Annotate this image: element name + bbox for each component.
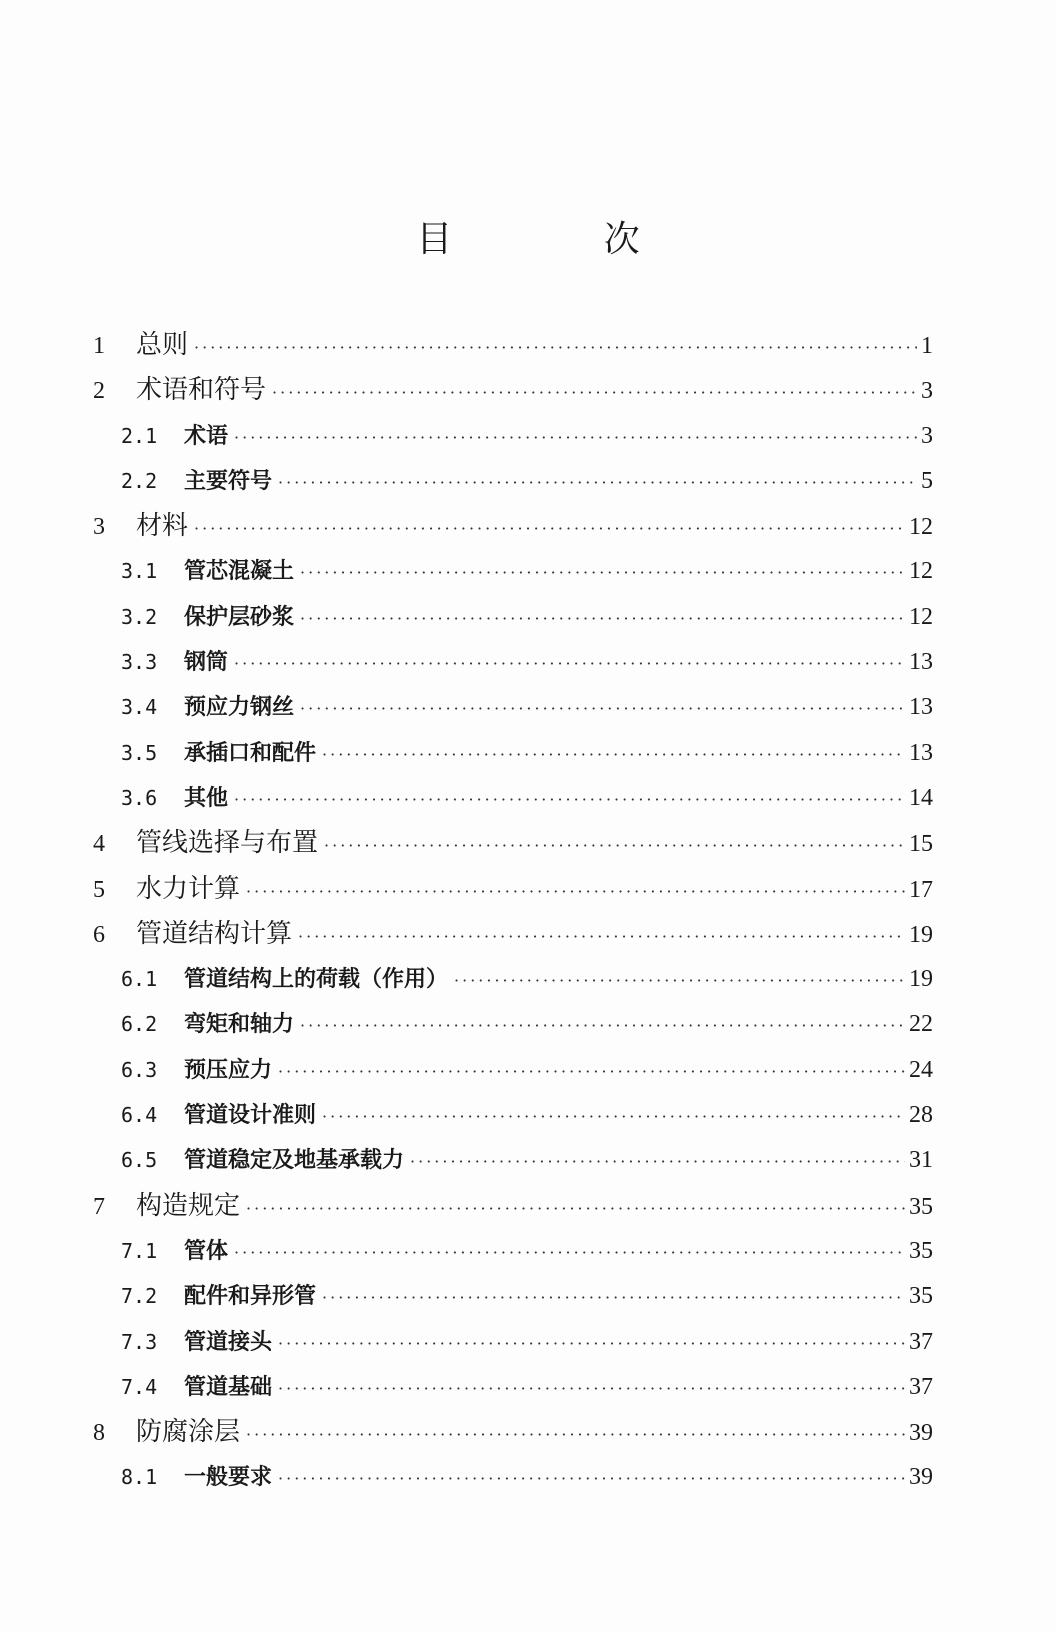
dot-leader xyxy=(322,740,905,770)
toc-entry-page-number: 35 xyxy=(909,1193,933,1220)
toc-section-entry[interactable] xyxy=(93,466,933,511)
toc-entry-page-number: 14 xyxy=(909,784,933,811)
toc-entry-page-number: 22 xyxy=(909,1011,933,1038)
toc-section-entry[interactable] xyxy=(93,1327,933,1372)
toc-entry-number: 5 xyxy=(93,876,105,903)
toc-entry-number: 8.1 xyxy=(121,1465,158,1490)
dot-leader xyxy=(234,649,905,679)
toc-entry-label: 预压应力 xyxy=(184,1056,273,1083)
toc-section-entry[interactable] xyxy=(93,556,933,601)
toc-section-entry[interactable] xyxy=(93,1009,933,1054)
toc-entry-number: 3.3 xyxy=(121,650,158,675)
toc-entry-page-number: 13 xyxy=(909,739,933,766)
toc-entry-page-number: 39 xyxy=(909,1464,933,1491)
toc-entry-page-number: 12 xyxy=(909,603,933,630)
toc-entry-label: 弯矩和轴力 xyxy=(184,1011,295,1038)
dot-leader xyxy=(194,333,917,363)
toc-entry-number: 7.1 xyxy=(121,1238,158,1263)
toc-entry-page-number: 28 xyxy=(909,1102,933,1129)
toc-section-entry[interactable] xyxy=(93,783,933,828)
toc-section-entry[interactable] xyxy=(93,602,933,647)
toc-entry-label: 管芯混凝土 xyxy=(184,558,295,585)
toc-entry-number: 6 xyxy=(93,921,105,948)
dot-leader xyxy=(300,1011,905,1041)
toc-section-entry[interactable] xyxy=(93,647,933,692)
dot-leader xyxy=(234,785,905,815)
toc-entry-label: 管道结构计算 xyxy=(136,918,293,949)
page-title: 目 次 xyxy=(416,219,710,260)
dot-leader xyxy=(194,514,905,544)
toc-entry-label: 水力计算 xyxy=(136,873,241,904)
toc-entry-label: 管道结构上的荷载（作用） xyxy=(184,966,449,993)
toc-entry-label: 术语 xyxy=(184,422,229,449)
toc-section-entry[interactable] xyxy=(93,1281,933,1326)
dot-leader xyxy=(278,1057,905,1087)
toc-entry-number: 3.1 xyxy=(121,559,158,584)
toc-entry-number: 3.5 xyxy=(121,740,158,765)
toc-entry-number: 3.4 xyxy=(121,695,158,720)
dot-leader xyxy=(278,1464,905,1494)
dot-leader xyxy=(246,877,905,907)
toc-section-entry[interactable] xyxy=(93,1462,933,1507)
dot-leader xyxy=(410,1147,905,1177)
toc-section-entry[interactable] xyxy=(93,964,933,1009)
toc-entry-label: 管道基础 xyxy=(184,1373,273,1400)
dot-leader xyxy=(234,423,917,453)
dot-leader xyxy=(454,966,905,996)
toc-entry-page-number: 12 xyxy=(909,558,933,585)
toc-chapter-entry[interactable] xyxy=(93,330,933,375)
toc-entry-number: 7.3 xyxy=(121,1329,158,1354)
toc-entry-number: 6.4 xyxy=(121,1103,158,1128)
toc-entry-label: 管道稳定及地基承载力 xyxy=(184,1147,405,1174)
toc-entry-page-number: 3 xyxy=(921,422,933,449)
dot-leader xyxy=(322,1102,905,1132)
toc-section-entry[interactable] xyxy=(93,1055,933,1100)
toc-chapter-entry[interactable] xyxy=(93,828,933,873)
toc-entry-number: 6.2 xyxy=(121,1012,158,1037)
toc-entry-label: 管道设计准则 xyxy=(184,1102,317,1129)
dot-leader xyxy=(322,1283,905,1313)
table-of-contents xyxy=(93,330,933,1508)
toc-entry-page-number: 35 xyxy=(909,1283,933,1310)
toc-entry-page-number: 35 xyxy=(909,1237,933,1264)
dot-leader xyxy=(278,1329,905,1359)
toc-section-entry[interactable] xyxy=(93,1236,933,1281)
toc-chapter-entry[interactable] xyxy=(93,874,933,919)
toc-entry-label: 主要符号 xyxy=(184,467,273,494)
toc-entry-label: 构造规定 xyxy=(136,1190,241,1221)
toc-chapter-entry[interactable] xyxy=(93,1417,933,1462)
toc-entry-page-number: 13 xyxy=(909,649,933,676)
dot-leader xyxy=(246,1194,905,1224)
toc-section-entry[interactable] xyxy=(93,692,933,737)
toc-entry-label: 管道接头 xyxy=(184,1328,273,1355)
toc-entry-label: 管体 xyxy=(184,1237,229,1264)
toc-section-entry[interactable] xyxy=(93,738,933,783)
toc-entry-number: 3.2 xyxy=(121,604,158,629)
dot-leader xyxy=(300,558,905,588)
toc-entry-number: 6.1 xyxy=(121,967,158,992)
toc-entry-page-number: 13 xyxy=(909,694,933,721)
toc-entry-page-number: 12 xyxy=(909,514,933,541)
toc-entry-page-number: 37 xyxy=(909,1373,933,1400)
toc-chapter-entry[interactable] xyxy=(93,375,933,420)
toc-entry-label: 总则 xyxy=(136,330,189,360)
toc-entry-page-number: 17 xyxy=(909,876,933,903)
toc-entry-number: 2.2 xyxy=(121,468,158,493)
toc-entry-page-number: 31 xyxy=(909,1147,933,1174)
toc-entry-page-number: 3 xyxy=(921,378,933,405)
toc-entry-label: 其他 xyxy=(184,784,229,811)
toc-section-entry[interactable] xyxy=(93,1372,933,1417)
toc-entry-label: 一般要求 xyxy=(184,1464,273,1491)
toc-entry-page-number: 5 xyxy=(921,467,933,494)
toc-entry-number: 7 xyxy=(93,1193,105,1220)
dot-leader xyxy=(300,604,905,634)
toc-entry-page-number: 19 xyxy=(909,921,933,948)
toc-entry-number: 3.6 xyxy=(121,785,158,810)
toc-entry-label: 管线选择与布置 xyxy=(136,828,319,859)
toc-entry-page-number: 37 xyxy=(909,1328,933,1355)
toc-entry-page-number: 39 xyxy=(909,1420,933,1447)
toc-entry-number: 1 xyxy=(93,333,105,359)
toc-entry-label: 材料 xyxy=(136,511,189,542)
toc-section-entry[interactable] xyxy=(93,1145,933,1190)
toc-entry-number: 8 xyxy=(93,1420,105,1447)
toc-entry-label: 保护层砂浆 xyxy=(184,603,295,630)
dot-leader xyxy=(234,1238,905,1268)
dot-leader xyxy=(272,378,917,408)
dot-leader xyxy=(324,831,905,861)
dot-leader xyxy=(246,1420,905,1450)
toc-entry-number: 4 xyxy=(93,831,105,858)
toc-entry-label: 钢筒 xyxy=(184,649,229,676)
toc-entry-label: 承插口和配件 xyxy=(184,739,317,766)
toc-section-entry[interactable] xyxy=(93,421,933,466)
toc-section-entry[interactable] xyxy=(93,1100,933,1145)
toc-chapter-entry[interactable] xyxy=(93,919,933,964)
toc-entry-number: 3 xyxy=(93,514,105,541)
dot-leader xyxy=(278,1374,905,1404)
toc-entry-label: 预应力钢丝 xyxy=(184,694,295,721)
dot-leader xyxy=(298,922,905,952)
toc-chapter-entry[interactable] xyxy=(93,511,933,556)
toc-entry-number: 6.3 xyxy=(121,1057,158,1082)
toc-chapter-entry[interactable] xyxy=(93,1191,933,1236)
toc-entry-number: 2.1 xyxy=(121,423,158,448)
toc-entry-number: 7.4 xyxy=(121,1374,158,1399)
toc-entry-page-number: 24 xyxy=(909,1056,933,1083)
toc-entry-label: 术语和符号 xyxy=(136,375,267,406)
toc-entry-number: 2 xyxy=(93,378,105,405)
toc-entry-page-number: 19 xyxy=(909,966,933,993)
toc-entry-page-number: 15 xyxy=(909,831,933,858)
dot-leader xyxy=(278,468,917,498)
toc-entry-number: 6.5 xyxy=(121,1148,158,1173)
toc-entry-label: 防腐涂层 xyxy=(136,1417,241,1448)
dot-leader xyxy=(300,694,905,724)
toc-entry-label: 配件和异形管 xyxy=(184,1283,317,1310)
toc-entry-number: 7.2 xyxy=(121,1284,158,1309)
toc-entry-page-number: 1 xyxy=(921,333,933,359)
